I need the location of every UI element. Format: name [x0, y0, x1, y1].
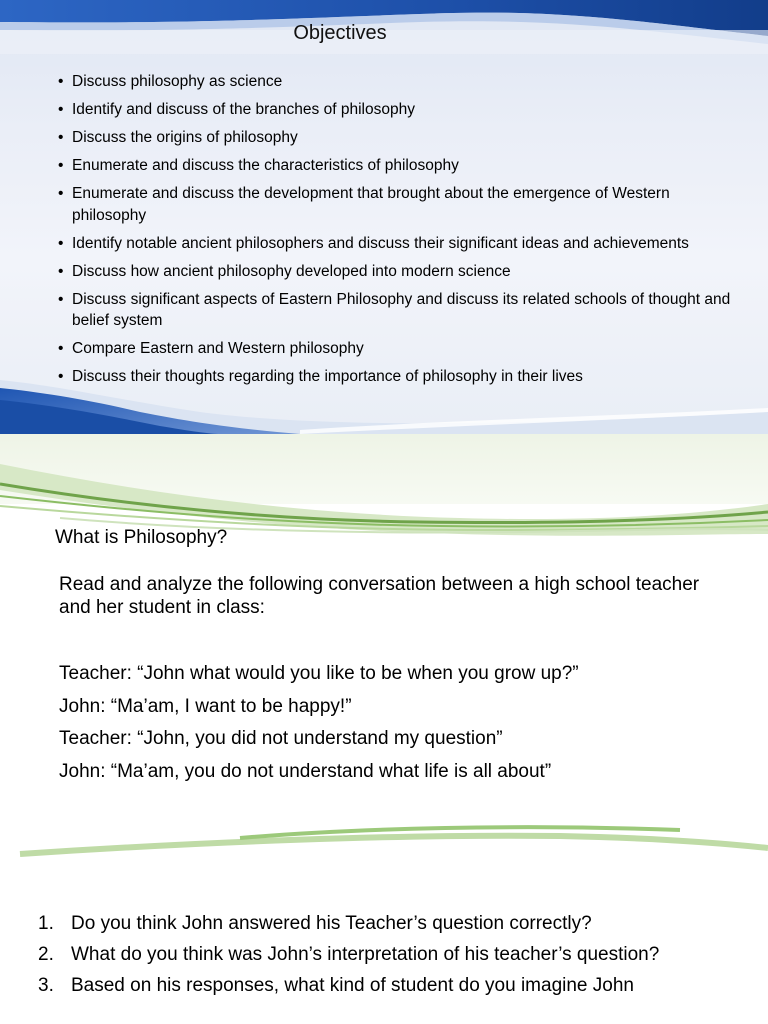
slide-questions	[0, 860, 768, 1024]
objective-item: • Compare Eastern and Western philosophy	[58, 338, 748, 360]
question-item	[38, 943, 738, 966]
objective-item: • Identify and discuss of the branches of philosophy	[58, 99, 748, 121]
objective-item: • Discuss significant aspects of Eastern Philosophy and discuss its related schools of thought and belief system	[58, 289, 748, 332]
dialog-line: John: “Ma’am, I want to be happy!”	[59, 695, 352, 717]
question-item	[38, 974, 738, 997]
objective-item: • Identify notable ancient philosophers and discuss their significant ideas and achievements	[58, 233, 748, 255]
objectives-list	[58, 71, 748, 394]
question-number: 1.	[38, 913, 54, 934]
dialog-line: Teacher: “John what would you like to be when you grow up?”	[59, 663, 579, 684]
dialog-line: Teacher: “John, you did not understand my question”	[59, 728, 503, 749]
objective-item: • Discuss their thoughts regarding the importance of philosophy in their lives	[58, 366, 748, 388]
slide-background-green-waves	[0, 434, 768, 860]
dialog-line: John: “Ma’am, you do not understand what life is all about”	[59, 760, 552, 782]
objective-item: • Enumerate and discuss the characteristics of philosophy	[58, 155, 748, 177]
question-number: 2.	[38, 944, 54, 965]
slide-title: What is Philosophy?	[55, 527, 228, 548]
objective-item: • Enumerate and discuss the development that brought about the emergence of Western philosophy	[58, 183, 748, 226]
objective-item: • Discuss philosophy as science	[58, 71, 748, 93]
objective-item: • Discuss the origins of philosophy	[58, 127, 748, 149]
question-text: Do you think John answered his Teacher’s question correctly?	[71, 913, 592, 934]
questions-list	[38, 912, 738, 1005]
question-item	[38, 912, 738, 935]
question-number: 3.	[38, 975, 54, 996]
slide-title: Objectives	[293, 22, 387, 44]
conversation-list	[59, 658, 579, 788]
intro-paragraph: Read and analyze the following conversation between a high school teacher and her student in class:	[59, 574, 700, 618]
slide-objectives	[0, 0, 768, 434]
question-text: What do you think was John’s interpretation of his teacher’s question?	[71, 944, 660, 965]
objective-item: • Discuss how ancient philosophy developed into modern science	[58, 261, 748, 283]
question-text: Based on his responses, what kind of student do you imagine John	[71, 975, 634, 996]
slide-what-is-philosophy	[0, 434, 768, 860]
